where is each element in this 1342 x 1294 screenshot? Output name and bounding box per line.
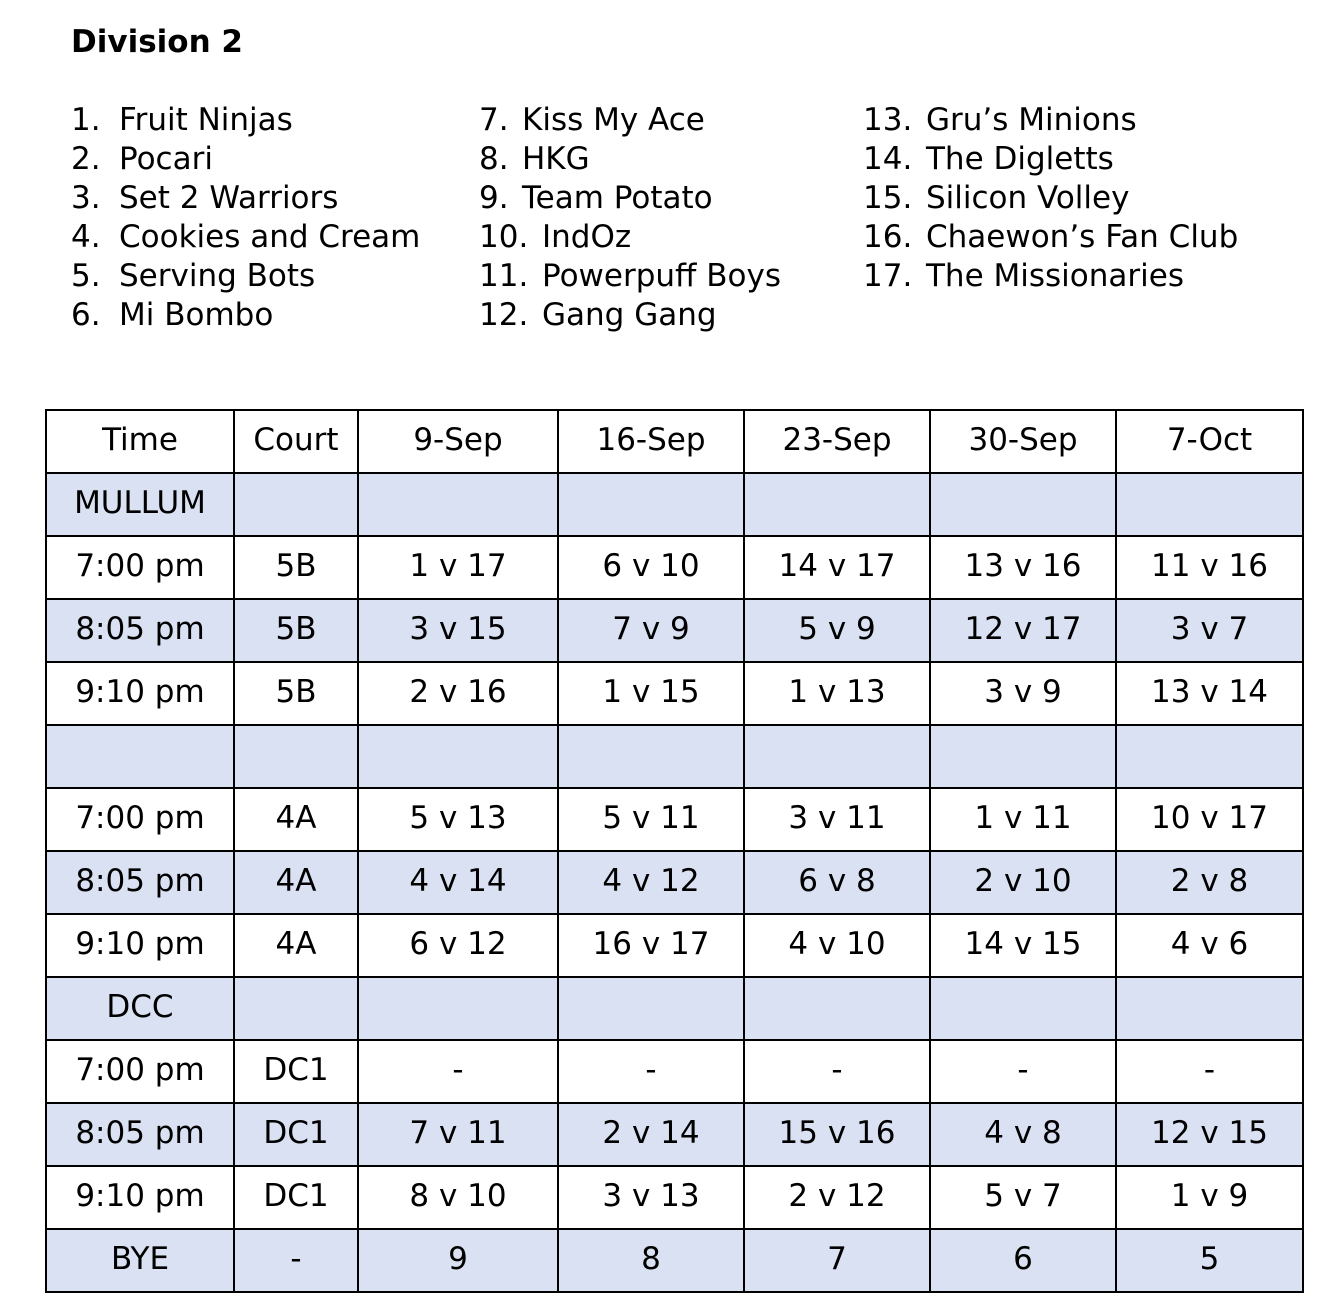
- team-list-item: [863, 140, 1238, 179]
- match-cell: 11 v 16: [1116, 536, 1303, 599]
- match-cell: 5 v 7: [930, 1166, 1116, 1229]
- team-list-item: [71, 101, 420, 140]
- match-cell: 10 v 17: [1116, 788, 1303, 851]
- bye-team-cell: 9: [358, 1229, 558, 1292]
- venue-label: [46, 725, 234, 788]
- table-cell: [744, 725, 930, 788]
- table-cell: [558, 725, 744, 788]
- match-cell: 2 v 12: [744, 1166, 930, 1229]
- time-cell: 8:05 pm: [46, 599, 234, 662]
- bye-team-cell: 5: [1116, 1229, 1303, 1292]
- table-cell: [558, 977, 744, 1040]
- table-row: [46, 1103, 1303, 1166]
- team-name: IndOz: [542, 219, 632, 255]
- bye-team-cell: 6: [930, 1229, 1116, 1292]
- team-number: 3.: [71, 180, 101, 216]
- match-cell: 7 v 9: [558, 599, 744, 662]
- time-cell: 9:10 pm: [46, 1166, 234, 1229]
- table-cell: [234, 977, 358, 1040]
- header-date: 9-Sep: [358, 410, 558, 473]
- court-cell: 5B: [234, 536, 358, 599]
- match-cell: 1 v 9: [1116, 1166, 1303, 1229]
- table-cell: [930, 977, 1116, 1040]
- table-row: [46, 851, 1303, 914]
- court-cell: 4A: [234, 914, 358, 977]
- team-name: Cookies and Cream: [119, 219, 421, 255]
- bye-label: BYE: [46, 1229, 234, 1292]
- time-cell: 8:05 pm: [46, 1103, 234, 1166]
- match-cell: 4 v 10: [744, 914, 930, 977]
- team-list-column-3: [863, 101, 1238, 296]
- team-number: 5.: [71, 258, 101, 294]
- court-cell: 5B: [234, 662, 358, 725]
- bye-row: [46, 1229, 1303, 1292]
- team-name: Team Potato: [522, 180, 713, 216]
- team-number: 1.: [71, 102, 101, 138]
- team-number: 2.: [71, 141, 101, 177]
- division-title: Division 2: [71, 24, 243, 60]
- match-cell: 2 v 8: [1116, 851, 1303, 914]
- team-list-item: [71, 218, 420, 257]
- team-list-item: [863, 257, 1238, 296]
- team-name: The Digletts: [926, 141, 1114, 177]
- team-number: 6.: [71, 297, 101, 333]
- table-cell: [358, 977, 558, 1040]
- match-cell: 7 v 11: [358, 1103, 558, 1166]
- table-row: [46, 473, 1303, 536]
- team-number: 11.: [479, 258, 529, 294]
- match-cell: 3 v 15: [358, 599, 558, 662]
- table-row: [46, 788, 1303, 851]
- match-cell: -: [930, 1040, 1116, 1103]
- time-cell: 9:10 pm: [46, 914, 234, 977]
- court-cell: 4A: [234, 851, 358, 914]
- team-list-column-2: [479, 101, 781, 335]
- header-court: Court: [234, 410, 358, 473]
- match-cell: 4 v 8: [930, 1103, 1116, 1166]
- table-cell: [1116, 725, 1303, 788]
- match-cell: 3 v 13: [558, 1166, 744, 1229]
- court-cell: -: [234, 1229, 358, 1292]
- team-list-item: [71, 296, 420, 335]
- table-cell: [930, 725, 1116, 788]
- match-cell: 16 v 17: [558, 914, 744, 977]
- match-cell: 4 v 6: [1116, 914, 1303, 977]
- match-cell: 2 v 14: [558, 1103, 744, 1166]
- table-cell: [744, 473, 930, 536]
- match-cell: 5 v 13: [358, 788, 558, 851]
- time-cell: 7:00 pm: [46, 1040, 234, 1103]
- table-cell: [1116, 977, 1303, 1040]
- header-time: Time: [46, 410, 234, 473]
- time-cell: 7:00 pm: [46, 536, 234, 599]
- team-name: Gang Gang: [542, 297, 717, 333]
- table-row: [46, 914, 1303, 977]
- table-row: [46, 536, 1303, 599]
- match-cell: -: [744, 1040, 930, 1103]
- court-cell: 4A: [234, 788, 358, 851]
- table-cell: [744, 977, 930, 1040]
- venue-label: MULLUM: [46, 473, 234, 536]
- table-cell: [358, 473, 558, 536]
- match-cell: -: [1116, 1040, 1303, 1103]
- team-number: 12.: [479, 297, 529, 333]
- table-cell: [930, 473, 1116, 536]
- time-cell: 7:00 pm: [46, 788, 234, 851]
- table-header-row: [46, 410, 1303, 473]
- team-name: Pocari: [119, 141, 213, 177]
- table-cell: [358, 725, 558, 788]
- table-row: [46, 1166, 1303, 1229]
- team-number: 16.: [863, 219, 913, 255]
- table-cell: [558, 473, 744, 536]
- match-cell: 14 v 15: [930, 914, 1116, 977]
- table-row: [46, 725, 1303, 788]
- header-date: 30-Sep: [930, 410, 1116, 473]
- team-number: 13.: [863, 102, 913, 138]
- court-cell: DC1: [234, 1103, 358, 1166]
- team-list-item: [71, 257, 420, 296]
- team-list-item: [479, 257, 781, 296]
- table-row: [46, 1040, 1303, 1103]
- team-name: Mi Bombo: [119, 297, 274, 333]
- team-name: Silicon Volley: [926, 180, 1130, 216]
- match-cell: 2 v 16: [358, 662, 558, 725]
- team-list-column-1: [71, 101, 420, 335]
- match-cell: -: [358, 1040, 558, 1103]
- table-row: [46, 662, 1303, 725]
- match-cell: 1 v 17: [358, 536, 558, 599]
- time-cell: 9:10 pm: [46, 662, 234, 725]
- time-cell: 8:05 pm: [46, 851, 234, 914]
- bye-team-cell: 7: [744, 1229, 930, 1292]
- team-name: Gru’s Minions: [926, 102, 1137, 138]
- header-date: 16-Sep: [558, 410, 744, 473]
- match-cell: 3 v 7: [1116, 599, 1303, 662]
- team-list-item: [479, 101, 781, 140]
- table-row: [46, 977, 1303, 1040]
- team-list-item: [863, 218, 1238, 257]
- match-cell: 3 v 9: [930, 662, 1116, 725]
- team-number: 15.: [863, 180, 913, 216]
- team-list-item: [71, 140, 420, 179]
- team-number: 10.: [479, 219, 529, 255]
- header-date: 7-Oct: [1116, 410, 1303, 473]
- match-cell: 6 v 8: [744, 851, 930, 914]
- team-number: 9.: [479, 180, 509, 216]
- venue-label: DCC: [46, 977, 234, 1040]
- match-cell: 6 v 12: [358, 914, 558, 977]
- match-cell: 2 v 10: [930, 851, 1116, 914]
- team-number: 7.: [479, 102, 509, 138]
- fixture-table: [45, 409, 1304, 1293]
- match-cell: 12 v 17: [930, 599, 1116, 662]
- team-number: 8.: [479, 141, 509, 177]
- team-name: Serving Bots: [119, 258, 316, 294]
- team-list-item: [71, 179, 420, 218]
- team-list-item: [479, 140, 781, 179]
- match-cell: 13 v 16: [930, 536, 1116, 599]
- match-cell: 12 v 15: [1116, 1103, 1303, 1166]
- table-cell: [234, 725, 358, 788]
- team-list-item: [479, 296, 781, 335]
- match-cell: -: [558, 1040, 744, 1103]
- match-cell: 4 v 14: [358, 851, 558, 914]
- team-name: Chaewon’s Fan Club: [926, 219, 1239, 255]
- court-cell: DC1: [234, 1166, 358, 1229]
- team-list-item: [863, 179, 1238, 218]
- table-cell: [1116, 473, 1303, 536]
- team-name: Fruit Ninjas: [119, 102, 293, 138]
- match-cell: 1 v 13: [744, 662, 930, 725]
- table-row: [46, 599, 1303, 662]
- court-cell: 5B: [234, 599, 358, 662]
- team-list-item: [479, 179, 781, 218]
- team-number: 17.: [863, 258, 913, 294]
- match-cell: 1 v 11: [930, 788, 1116, 851]
- match-cell: 5 v 11: [558, 788, 744, 851]
- table-cell: [234, 473, 358, 536]
- match-cell: 8 v 10: [358, 1166, 558, 1229]
- match-cell: 14 v 17: [744, 536, 930, 599]
- team-list-item: [863, 101, 1238, 140]
- team-name: The Missionaries: [926, 258, 1184, 294]
- team-list-item: [479, 218, 781, 257]
- header-date: 23-Sep: [744, 410, 930, 473]
- team-name: HKG: [522, 141, 590, 177]
- match-cell: 15 v 16: [744, 1103, 930, 1166]
- court-cell: DC1: [234, 1040, 358, 1103]
- match-cell: 6 v 10: [558, 536, 744, 599]
- team-number: 4.: [71, 219, 101, 255]
- match-cell: 5 v 9: [744, 599, 930, 662]
- match-cell: 3 v 11: [744, 788, 930, 851]
- match-cell: 1 v 15: [558, 662, 744, 725]
- team-name: Kiss My Ace: [522, 102, 705, 138]
- team-name: Powerpuff Boys: [542, 258, 781, 294]
- bye-team-cell: 8: [558, 1229, 744, 1292]
- match-cell: 4 v 12: [558, 851, 744, 914]
- team-number: 14.: [863, 141, 913, 177]
- match-cell: 13 v 14: [1116, 662, 1303, 725]
- team-name: Set 2 Warriors: [119, 180, 339, 216]
